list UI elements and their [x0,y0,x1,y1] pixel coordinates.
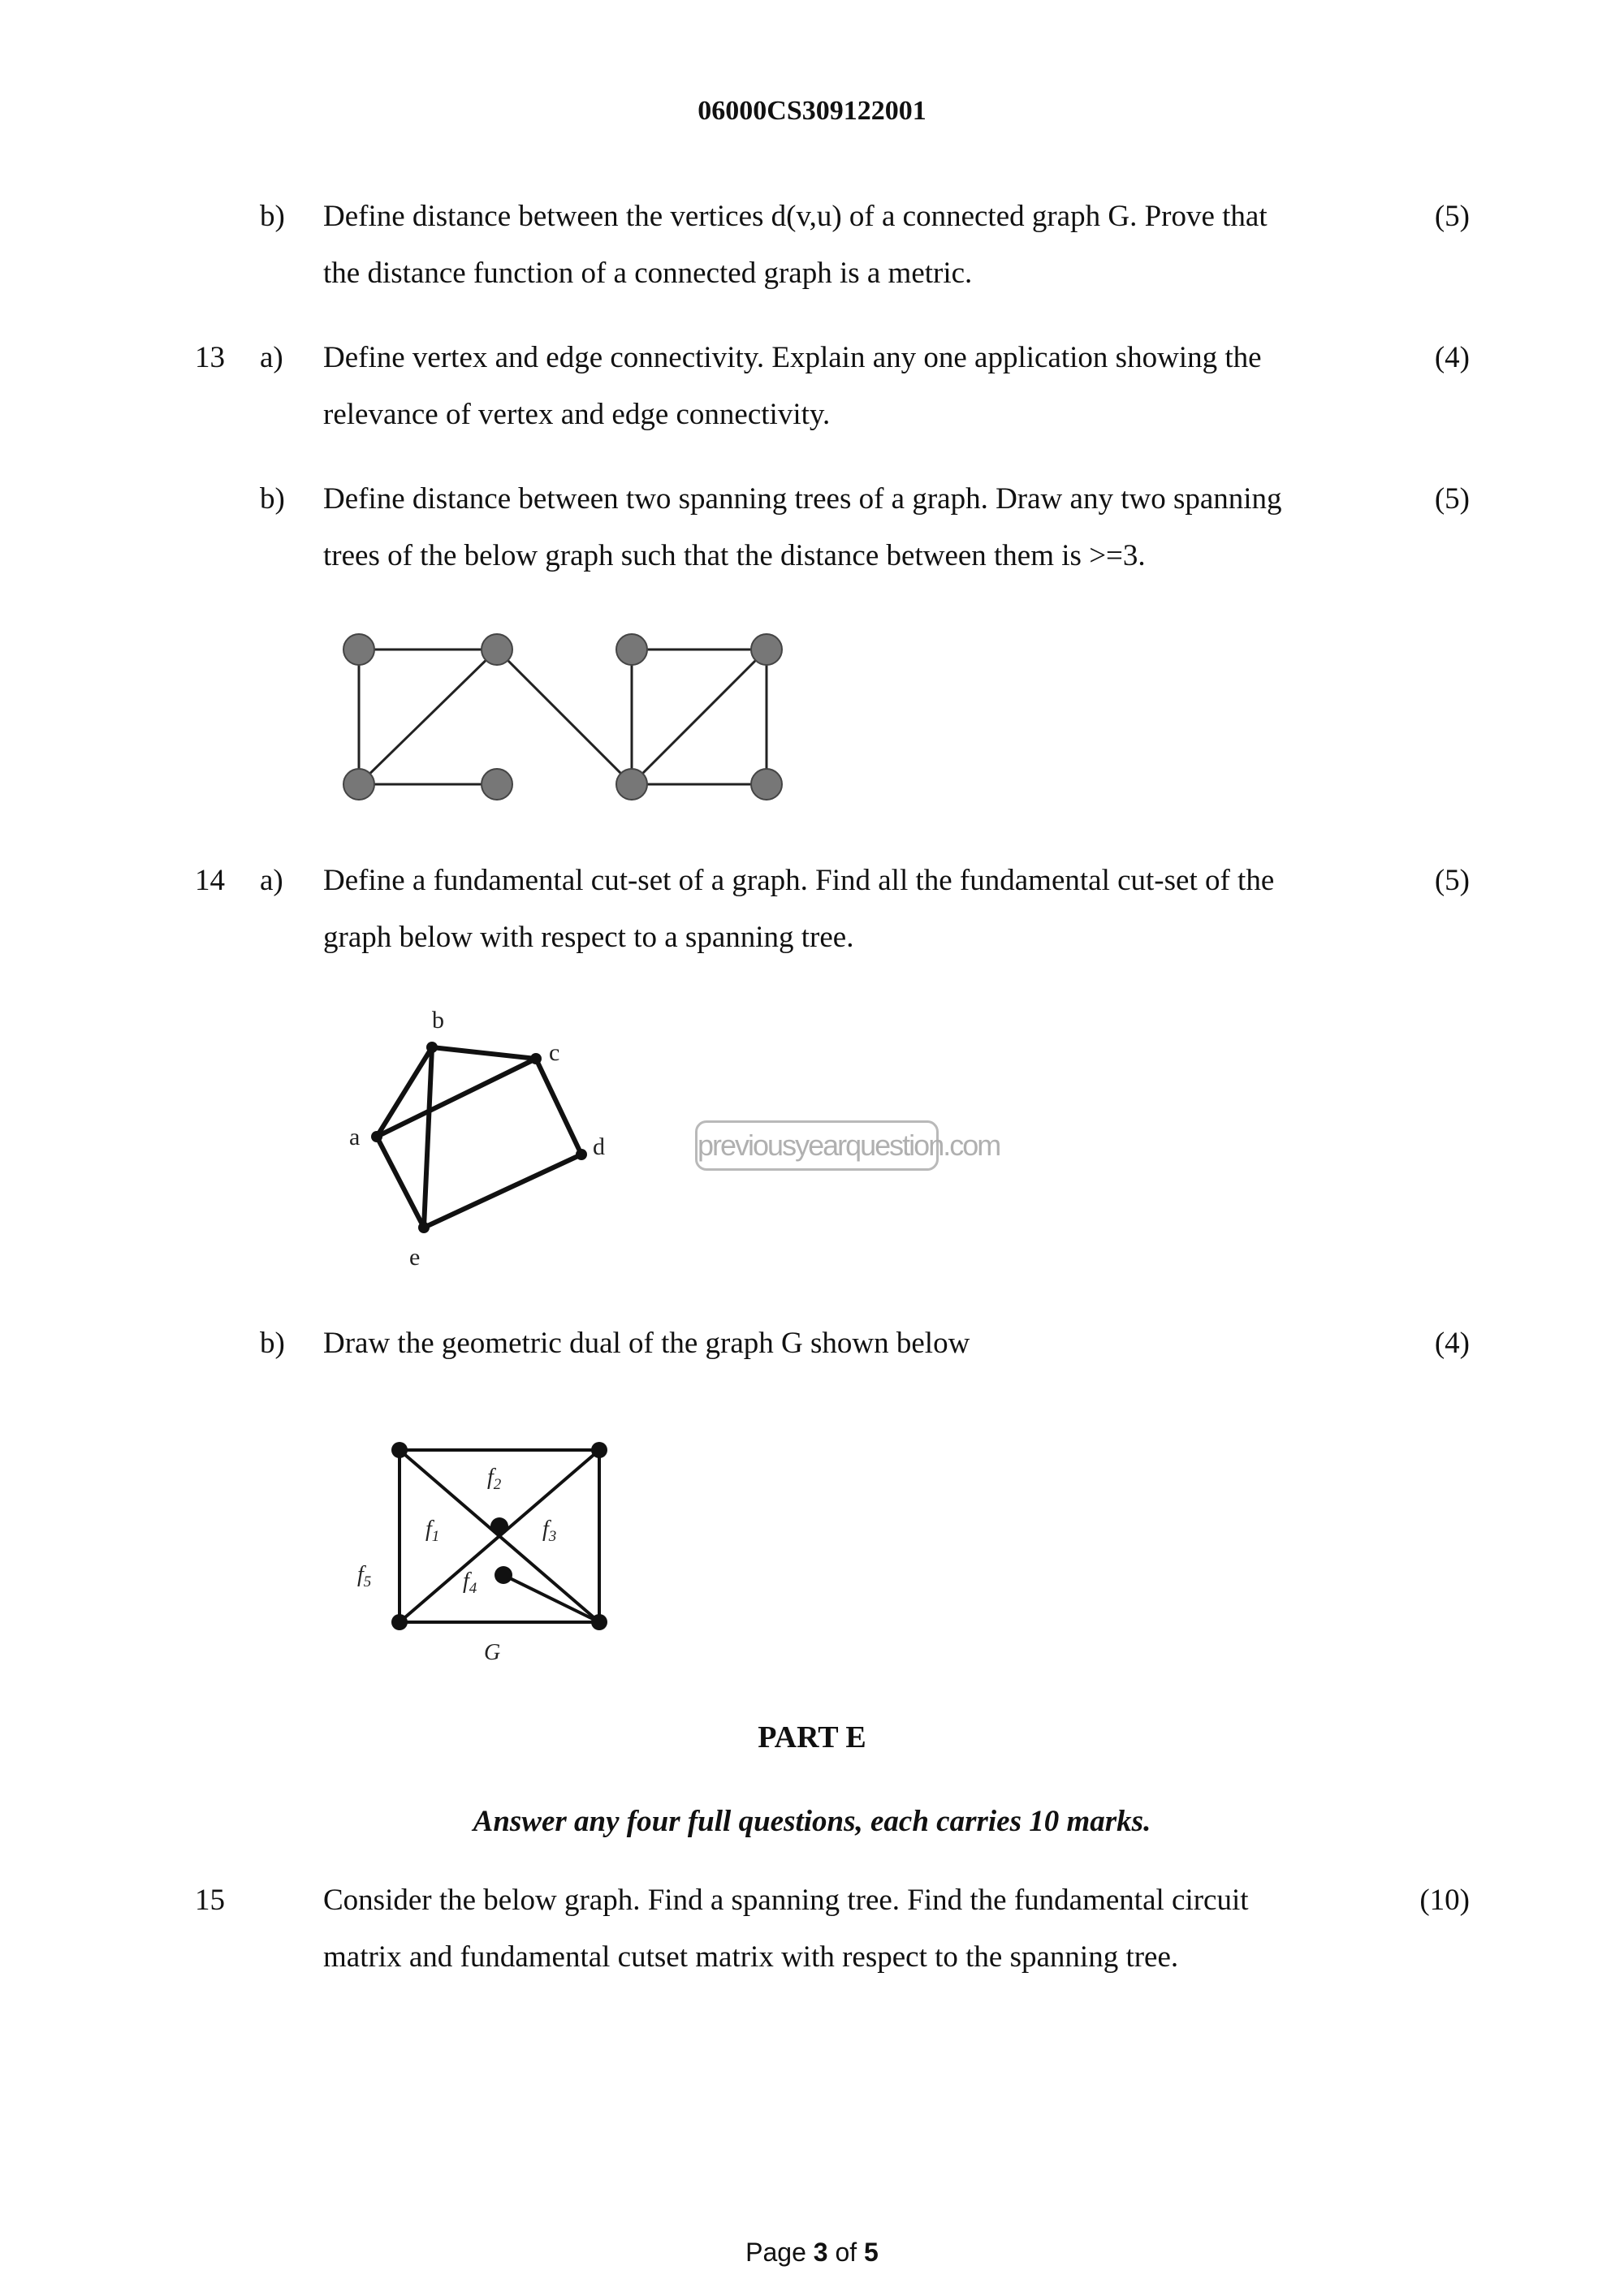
face-label-f4: $f_4$ [463,1569,477,1597]
vertex-label-b: b [432,1007,444,1034]
question-15-text-line1: Consider the below graph. Find a spanning tree. Find the fundamental circuit [323,1884,1249,1917]
question-12b-text-line2: the distance function of a connected graph is a metric. [323,257,973,290]
face-label-f3: $f_3$ [542,1517,557,1545]
question-14b-text-line1: Draw the geometric dual of the graph G shown below [323,1327,970,1360]
part-e-instruction: Answer any four full questions, each carries 10 marks. [473,1805,1151,1838]
question-12b-text-line1: Define distance between the vertices d(v,u) of a connected graph G. Prove that [323,200,1268,233]
question-13a-text-line1: Define vertex and edge connectivity. Explain any one application showing the [323,341,1262,374]
face-label-f2: $f_2$ [487,1465,502,1493]
question-13a-marks: (4) [1434,341,1470,374]
vertex-label-d: d [593,1133,605,1160]
question-13-number: 13 [195,341,225,374]
page-number: Page 3 of 5 [745,2238,879,2267]
question-14b-marks: (4) [1434,1327,1470,1360]
question-12b-label: b) [260,200,285,233]
question-15-text-line2: matrix and fundamental cutset matrix with respect to the spanning tree. [323,1940,1179,1974]
part-e-title: PART E [758,1720,866,1754]
question-14a-label: a) [260,864,283,897]
vertex-label-e: e [409,1244,421,1271]
question-13a-text-line2: relevance of vertex and edge connectivity. [323,398,831,431]
question-14a-marks: (5) [1434,864,1470,897]
question-14b-label: b) [260,1327,285,1360]
question-13b-text-line1: Define distance between two spanning trees of a graph. Draw any two spanning [323,482,1282,516]
vertex-label-a: a [349,1124,361,1150]
question-15-marks: (10) [1419,1884,1470,1917]
question-14a-text-line2: graph below with respect to a spanning tree. [323,921,854,954]
face-label-f5: $f_5$ [357,1562,372,1590]
question-14a-text-line1: Define a fundamental cut-set of a graph. Find all the fundamental cut-set of the [323,864,1275,897]
document-code: 06000CS309122001 [698,96,926,126]
face-label-f1: $f_1$ [425,1517,440,1545]
question-13b-marks: (5) [1434,482,1470,516]
question-13a-label: a) [260,341,283,374]
question-15-number: 15 [195,1884,225,1917]
watermark-logo: previousyearquestion.com [695,1120,939,1171]
question-14-number: 14 [195,864,225,897]
question-13b-text-line2: trees of the below graph such that the distance between them is >=3. [323,539,1146,572]
question-13b-label: b) [260,482,285,516]
question-12b-marks: (5) [1434,200,1470,233]
graph-name-label: G [484,1640,501,1665]
vertex-label-c: c [549,1039,560,1066]
